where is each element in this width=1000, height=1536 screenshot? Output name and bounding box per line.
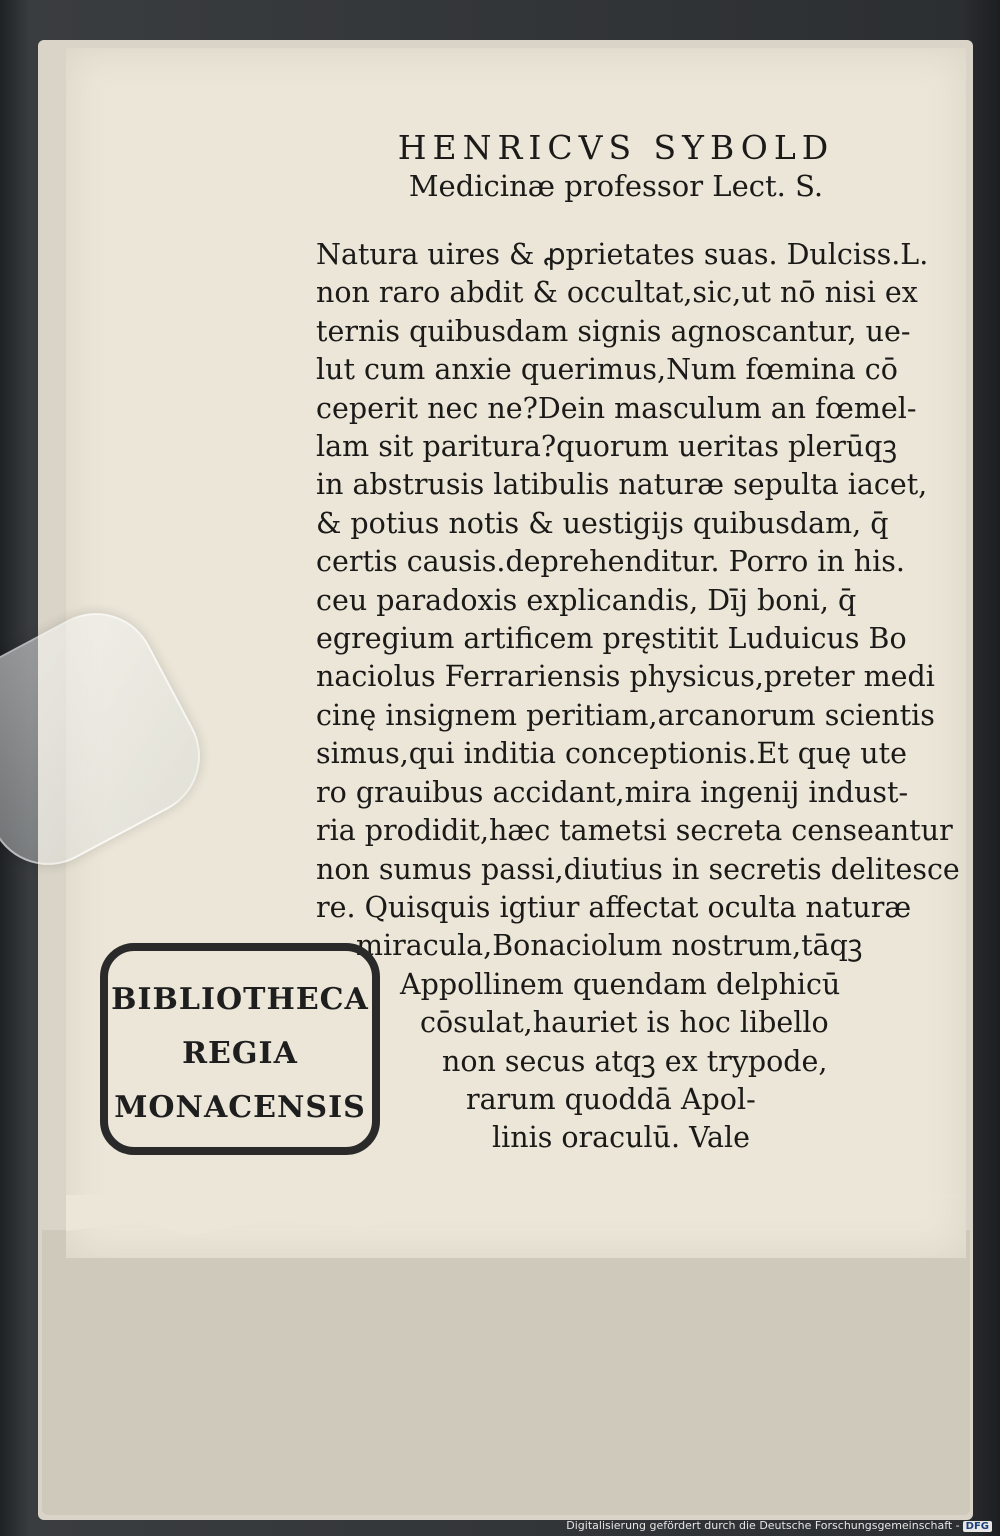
- stamp-line: MONACENSIS: [114, 1090, 366, 1125]
- text-line: lam sit paritura?quorum ueritas plerūqꝫ: [316, 430, 898, 464]
- tail-line: miracula,Bonaciolum nostrum,tāqꝫ: [356, 929, 863, 963]
- dfg-logo-icon: DFG: [963, 1521, 992, 1532]
- library-stamp: [100, 943, 380, 1155]
- text-line: ceu paradoxis explicandis, Dīj boni, q̄: [316, 583, 857, 617]
- tail-line: cōsulat,hauriet is hoc libello: [420, 1006, 829, 1040]
- text-line: ro grauibus accidant,mira ingenij indust-: [316, 775, 909, 809]
- tail-line: linis oraculū. Vale: [492, 1121, 751, 1155]
- text-line: in abstrusis latibulis naturæ sepulta iacet,: [316, 468, 928, 502]
- digitization-credit: [566, 1519, 992, 1532]
- credit-text: Digitalisierung gefördert durch die Deutsche Forschungsgemeinschaft -: [566, 1519, 960, 1532]
- text-line: ceperit nec ne?Dein masculum an fœmel-: [316, 391, 917, 425]
- text-line: ria prodidit,hæc tametsi secreta censeantur: [316, 814, 953, 848]
- lower-sheet: [42, 1230, 970, 1515]
- text-line: re. Quisquis igtiur affectat oculta naturæ: [316, 890, 912, 924]
- author-title: Medicinæ professor Lect. S.: [408, 169, 824, 203]
- text-line: non sumus passi,diutius in secretis delitesce: [316, 852, 960, 886]
- tail-line: non secus atqꝫ ex trypode,: [442, 1044, 828, 1078]
- body-text: [316, 236, 960, 1158]
- text-line: simus,qui inditia conceptionis.Et quę ute: [316, 737, 907, 771]
- author-name: HENRICVS SYBOLD: [397, 128, 835, 167]
- text-line: Natura uires & ꝓprietates suas. Dulciss.L.: [316, 238, 929, 271]
- page-text: [316, 128, 960, 1158]
- text-line: certis causis.deprehenditur. Porro in his.: [316, 545, 905, 579]
- page-header: [316, 128, 916, 204]
- text-line: lut cum anxie querimus,Num fœmina cō: [316, 353, 898, 387]
- tail-line: rarum quoddā Apol-: [466, 1082, 756, 1116]
- text-line: ternis quibusdam signis agnoscantur, ue-: [316, 314, 911, 348]
- text-line: non raro abdit & occultat,sic,ut nō nisi ex: [316, 276, 918, 310]
- text-line: naciolus Ferrariensis physicus,preter medi: [316, 660, 935, 694]
- text-line: cinę insignem peritiam,arcanorum scientis: [316, 698, 935, 732]
- stamp-line: REGIA: [182, 1036, 298, 1071]
- tail-line: Appollinem quendam delphicū: [400, 967, 841, 1001]
- text-line: egregium artificem pręstitit Luduicus Bo: [316, 622, 907, 656]
- text-line: & potius notis & uestigijs quibusdam, q̄: [316, 506, 889, 540]
- stamp-line: BIBLIOTHECA: [111, 982, 369, 1017]
